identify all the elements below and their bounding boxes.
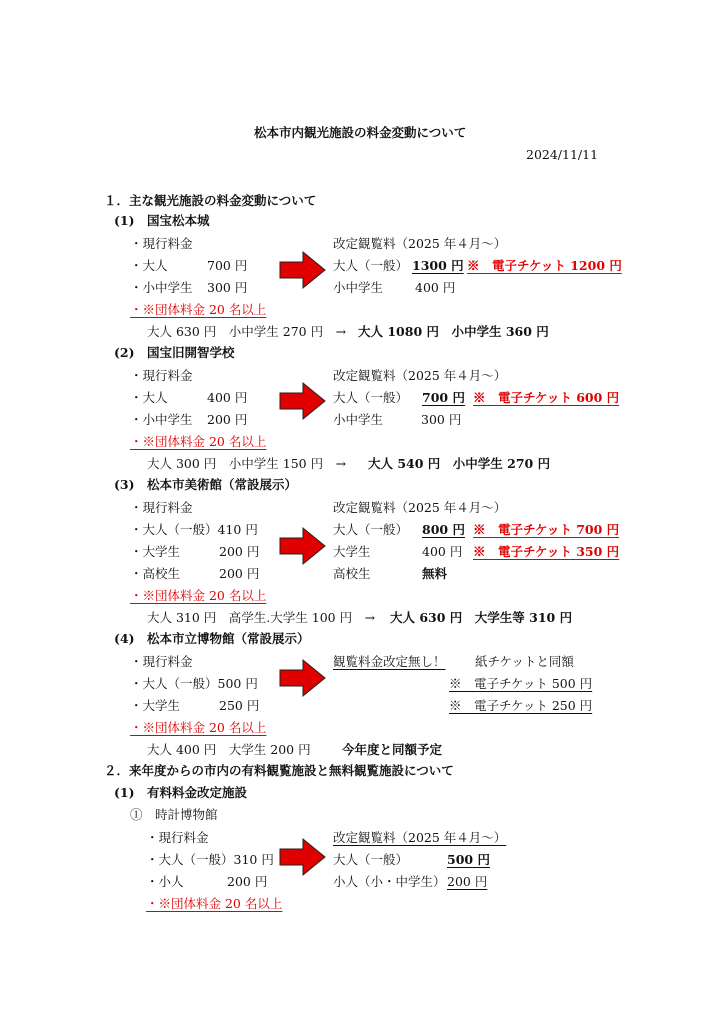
castle-revised-adult-label: 大人（一般） [333, 258, 409, 273]
clock-revised-adult-label: 大人（一般） [333, 852, 409, 867]
city-adult-label: ・大人（一般）500 円 [130, 676, 258, 691]
castle-group-label: ・※団体料金 20 名以上 [130, 302, 267, 317]
castle-student-label: ・小中学生 [130, 280, 193, 295]
clock-revised-child-price: 200 円 [447, 874, 488, 889]
clock-group-label: ・※団体料金 20 名以上 [146, 896, 283, 911]
kaichi-revised-adult-price: 700 円 [422, 390, 465, 405]
art-revised-label: 改定観覧料（2025 年４月～） [333, 500, 507, 515]
city-univ-price: 250 円 [219, 698, 260, 713]
clock-child-label: ・小人 [146, 874, 184, 889]
art-revised-adult-price: 800 円 [422, 522, 465, 537]
art-revised-high-price: 無料 [422, 566, 448, 581]
section-1-heading: １．主な観光施設の料金変動について [104, 193, 317, 208]
clock-revised-child-label: 小人（小・中学生） [333, 874, 446, 889]
art-revised-adult-eticket: ※ 電子チケット 700 円 [473, 522, 620, 537]
kaichi-group-label: ・※団体料金 20 名以上 [130, 434, 267, 449]
castle-revised-label: 改定観覧料（2025 年４月～） [333, 236, 507, 251]
art-group-current: 大人 310 円 高学生.大学生 100 円 → [147, 610, 376, 625]
document-date: 2024/11/11 [526, 147, 599, 162]
paid-facilities-heading: (1) 有料料金改定施設 [114, 785, 248, 800]
castle-adult-price: 700 円 [207, 258, 248, 273]
kaichi-revised-student-price: 300 円 [421, 412, 462, 427]
city-no-revision: 観覧料金改定無し！ [333, 654, 446, 669]
kaichi-group-current: 大人 300 円 小中学生 150 円 → [147, 456, 347, 471]
city-group-label: ・※団体料金 20 名以上 [130, 720, 267, 735]
right-arrow-icon [279, 381, 327, 421]
clock-revised-label: 改定観覧料（2025 年４月～） [333, 830, 507, 845]
city-group-current: 大人 400 円 大学生 200 円 [147, 742, 311, 757]
kaichi-adult-price: 400 円 [207, 390, 248, 405]
kaichi-student-price: 200 円 [207, 412, 248, 427]
page-title: 松本市内観光施設の料金変動について [254, 125, 467, 140]
right-arrow-icon [279, 658, 327, 698]
kaichi-adult-label: ・大人 [130, 390, 168, 405]
art-revised-adult-label: 大人（一般） [333, 522, 409, 537]
art-adult-label: ・大人（一般）410 円 [130, 522, 258, 537]
city-univ-eticket: ※ 電子チケット 250 円 [449, 698, 593, 713]
art-revised-univ-label: 大学生 [333, 544, 371, 559]
city-adult-eticket: ※ 電子チケット 500 円 [449, 676, 593, 691]
castle-heading: (1) 国宝松本城 [114, 213, 210, 228]
castle-current-label: ・現行料金 [130, 236, 193, 251]
city-current-label: ・現行料金 [130, 654, 193, 669]
city-museum-heading: (4) 松本市立博物館（常設展示） [114, 631, 310, 646]
kaichi-revised-adult-eticket: ※ 電子チケット 600 円 [473, 390, 620, 405]
kaichi-revised-student-label: 小中学生 [333, 412, 384, 427]
right-arrow-icon [279, 837, 327, 877]
castle-group-revised: 大人 1080 円 小中学生 360 円 [358, 324, 549, 339]
art-revised-univ-eticket: ※ 電子チケット 350 円 [473, 544, 620, 559]
kaichi-heading: (2) 国宝旧開智学校 [114, 345, 235, 360]
art-univ-price: 200 円 [219, 544, 260, 559]
city-univ-label: ・大学生 [130, 698, 181, 713]
kaichi-revised-label: 改定観覧料（2025 年４月～） [333, 368, 507, 383]
art-current-label: ・現行料金 [130, 500, 193, 515]
art-high-price: 200 円 [219, 566, 260, 581]
kaichi-student-label: ・小中学生 [130, 412, 193, 427]
castle-revised-student-price: 400 円 [415, 280, 456, 295]
castle-adult-label: ・大人 [130, 258, 168, 273]
clock-current-label: ・現行料金 [146, 830, 209, 845]
kaichi-group-revised: 大人 540 円 小中学生 270 円 [368, 456, 551, 471]
city-group-revised: 今年度と同額予定 [342, 742, 443, 757]
kaichi-current-label: ・現行料金 [130, 368, 193, 383]
art-revised-univ-price: 400 円 [422, 544, 463, 559]
castle-group-current: 大人 630 円 小中学生 270 円 → [147, 324, 347, 339]
clock-revised-adult-price: 500 円 [447, 852, 490, 867]
right-arrow-icon [279, 250, 327, 290]
city-paper-ticket: 紙チケットと同額 [475, 654, 574, 669]
art-revised-high-label: 高校生 [333, 566, 371, 581]
art-museum-heading: (3) 松本市美術館（常設展示） [114, 477, 298, 492]
castle-revised-adult-eticket: ※ 電子チケット 1200 円 [467, 258, 622, 273]
art-group-label: ・※団体料金 20 名以上 [130, 588, 267, 603]
castle-revised-student-label: 小中学生 [333, 280, 384, 295]
clock-child-price: 200 円 [227, 874, 268, 889]
castle-revised-adult-price: 1300 円 [412, 258, 464, 273]
art-high-label: ・高校生 [130, 566, 181, 581]
section-2-heading: ２．来年度からの市内の有料観覧施設と無料観覧施設について [104, 763, 454, 778]
clock-adult-label: ・大人（一般）310 円 [146, 852, 274, 867]
clock-museum-heading: ① 時計博物館 [130, 807, 218, 822]
kaichi-revised-adult-label: 大人（一般） [333, 390, 409, 405]
art-univ-label: ・大学生 [130, 544, 181, 559]
right-arrow-icon [279, 526, 327, 566]
art-group-revised: 大人 630 円 大学生等 310 円 [390, 610, 573, 625]
castle-student-price: 300 円 [207, 280, 248, 295]
